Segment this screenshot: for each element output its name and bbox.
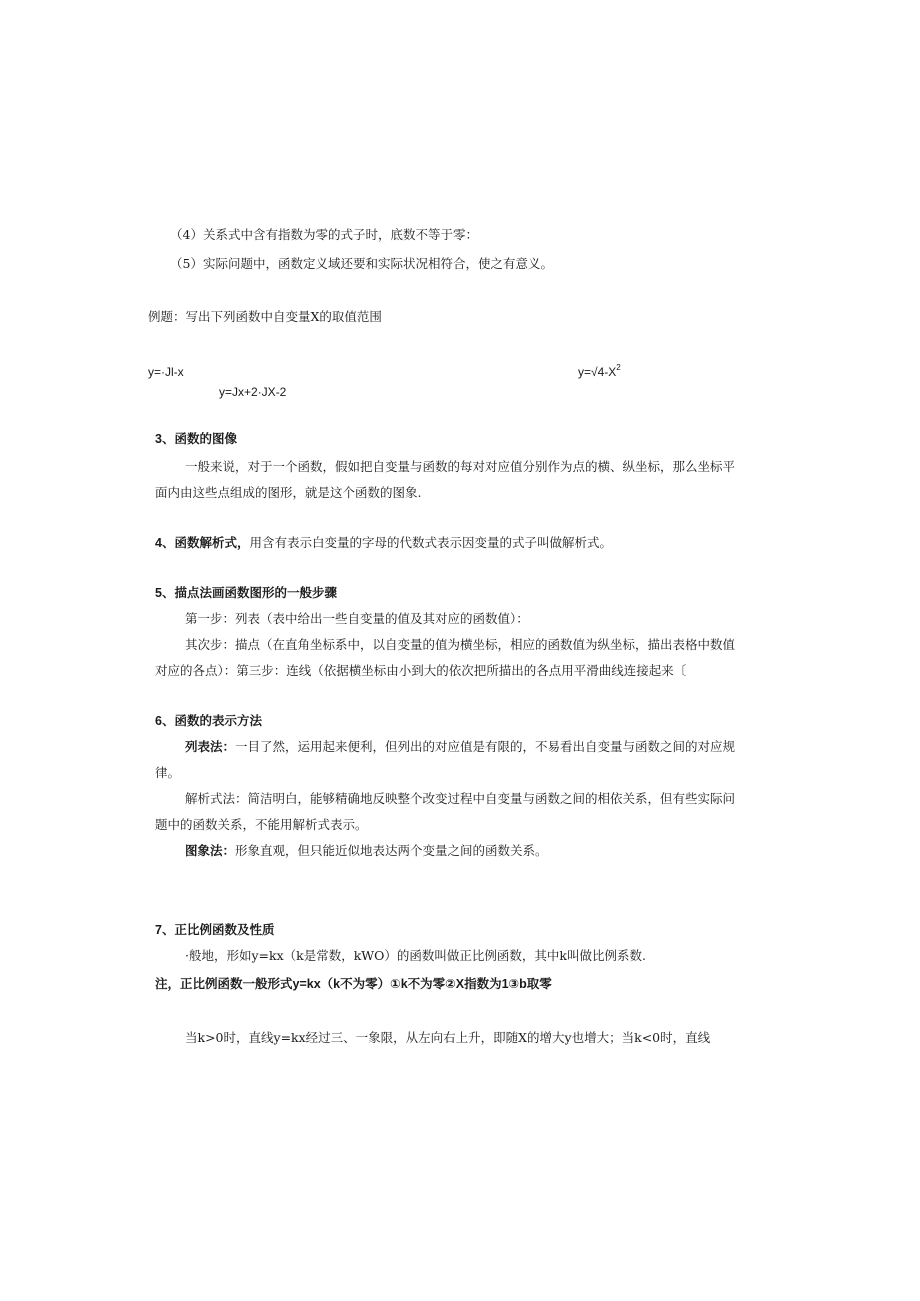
example-equation-1: y=·Jl-x [148,365,184,379]
example-equation-3: $y=√4-X^2$ [578,363,621,379]
section-6-list-method [185,741,735,754]
section-6-analytic-method: 解析式法：简洁明白，能够精确地反映整个改变过程中自变量与函数之间的相依关系，但有些实际问 [185,791,736,806]
example-prompt: 例题：写出下列函数中自变量X的取值范围 [148,309,382,324]
section-3-paragraph-2: 面内由这些点组成的图形，就是这个函数的图象. [155,485,422,500]
section-6-graph-method [185,845,548,858]
rule-item-5: （5）实际问题中，函数定义域还要和实际状况相符合，使之有意义。 [170,256,553,271]
section-4-text: 用含有表示白变量的字母的代数式表示因变量的式子叫做解析式。 [249,535,612,550]
section-4-line [155,537,612,550]
section-4-title: 4、函数解析式， [155,536,250,550]
section-6-title: 6、函数的表示方法 [155,714,262,728]
section-7-definition: ·般地，形如y=kx（k是常数，kWO）的函数叫做正比例函数，其中k叫做比例系数. [185,948,646,963]
section-5-step-1: 第一步：列表（表中给出一些自变量的值及其对应的函数值）： [185,611,529,626]
graph-method-text: 形象直观，但只能近似地表达两个变量之间的函数关系。 [235,843,548,858]
section-6-list-method-cont: 律。 [155,765,181,780]
section-3-title: 3、函数的图像 [155,432,237,446]
section-7-property: 当k>0时，直线y=kx经过三、一象限，从左向右上升，即随X的增大y也增大；当k<0时，直线 [185,1030,711,1045]
list-method-label: 列表法： [185,740,236,754]
example-equation-2: y=Jx+2·JX-2 [219,385,287,399]
section-5-step-3: 对应的各点）：第三步：连线（依据横坐标由小到大的依次把所描出的各点用平滑曲线连接起来〔 [155,663,687,678]
graph-method-label: 图象法： [185,844,236,858]
section-5-title: 5、描点法画函数图形的一般步骤 [155,586,337,600]
section-5-step-2: 其次步：描点（在直角坐标系中，以自变量的值为横坐标，相应的函数值为纵坐标，描出表格中数值 [185,637,736,652]
rule-item-4: （4）关系式中含有指数为零的式子时，底数不等于零： [170,227,478,242]
section-7-title: 7、正比例函数及性质 [155,923,275,937]
list-method-text: 一目了然，运用起来便利，但列出的对应值是有限的，不易看出自变量与函数之间的对应规 [235,739,736,754]
section-3-paragraph-1: 一般来说，对于一个函数，假如把自变量与函数的每对对应值分别作为点的横、纵坐标，那么坐标平 [185,459,736,474]
section-7-note: 注，正比例函数一般形式y=kx（k不为零）①k不为零②X指数为1③b取零 [155,977,552,991]
section-6-analytic-method-cont: 题中的函数关系，不能用解析式表示。 [155,817,368,832]
